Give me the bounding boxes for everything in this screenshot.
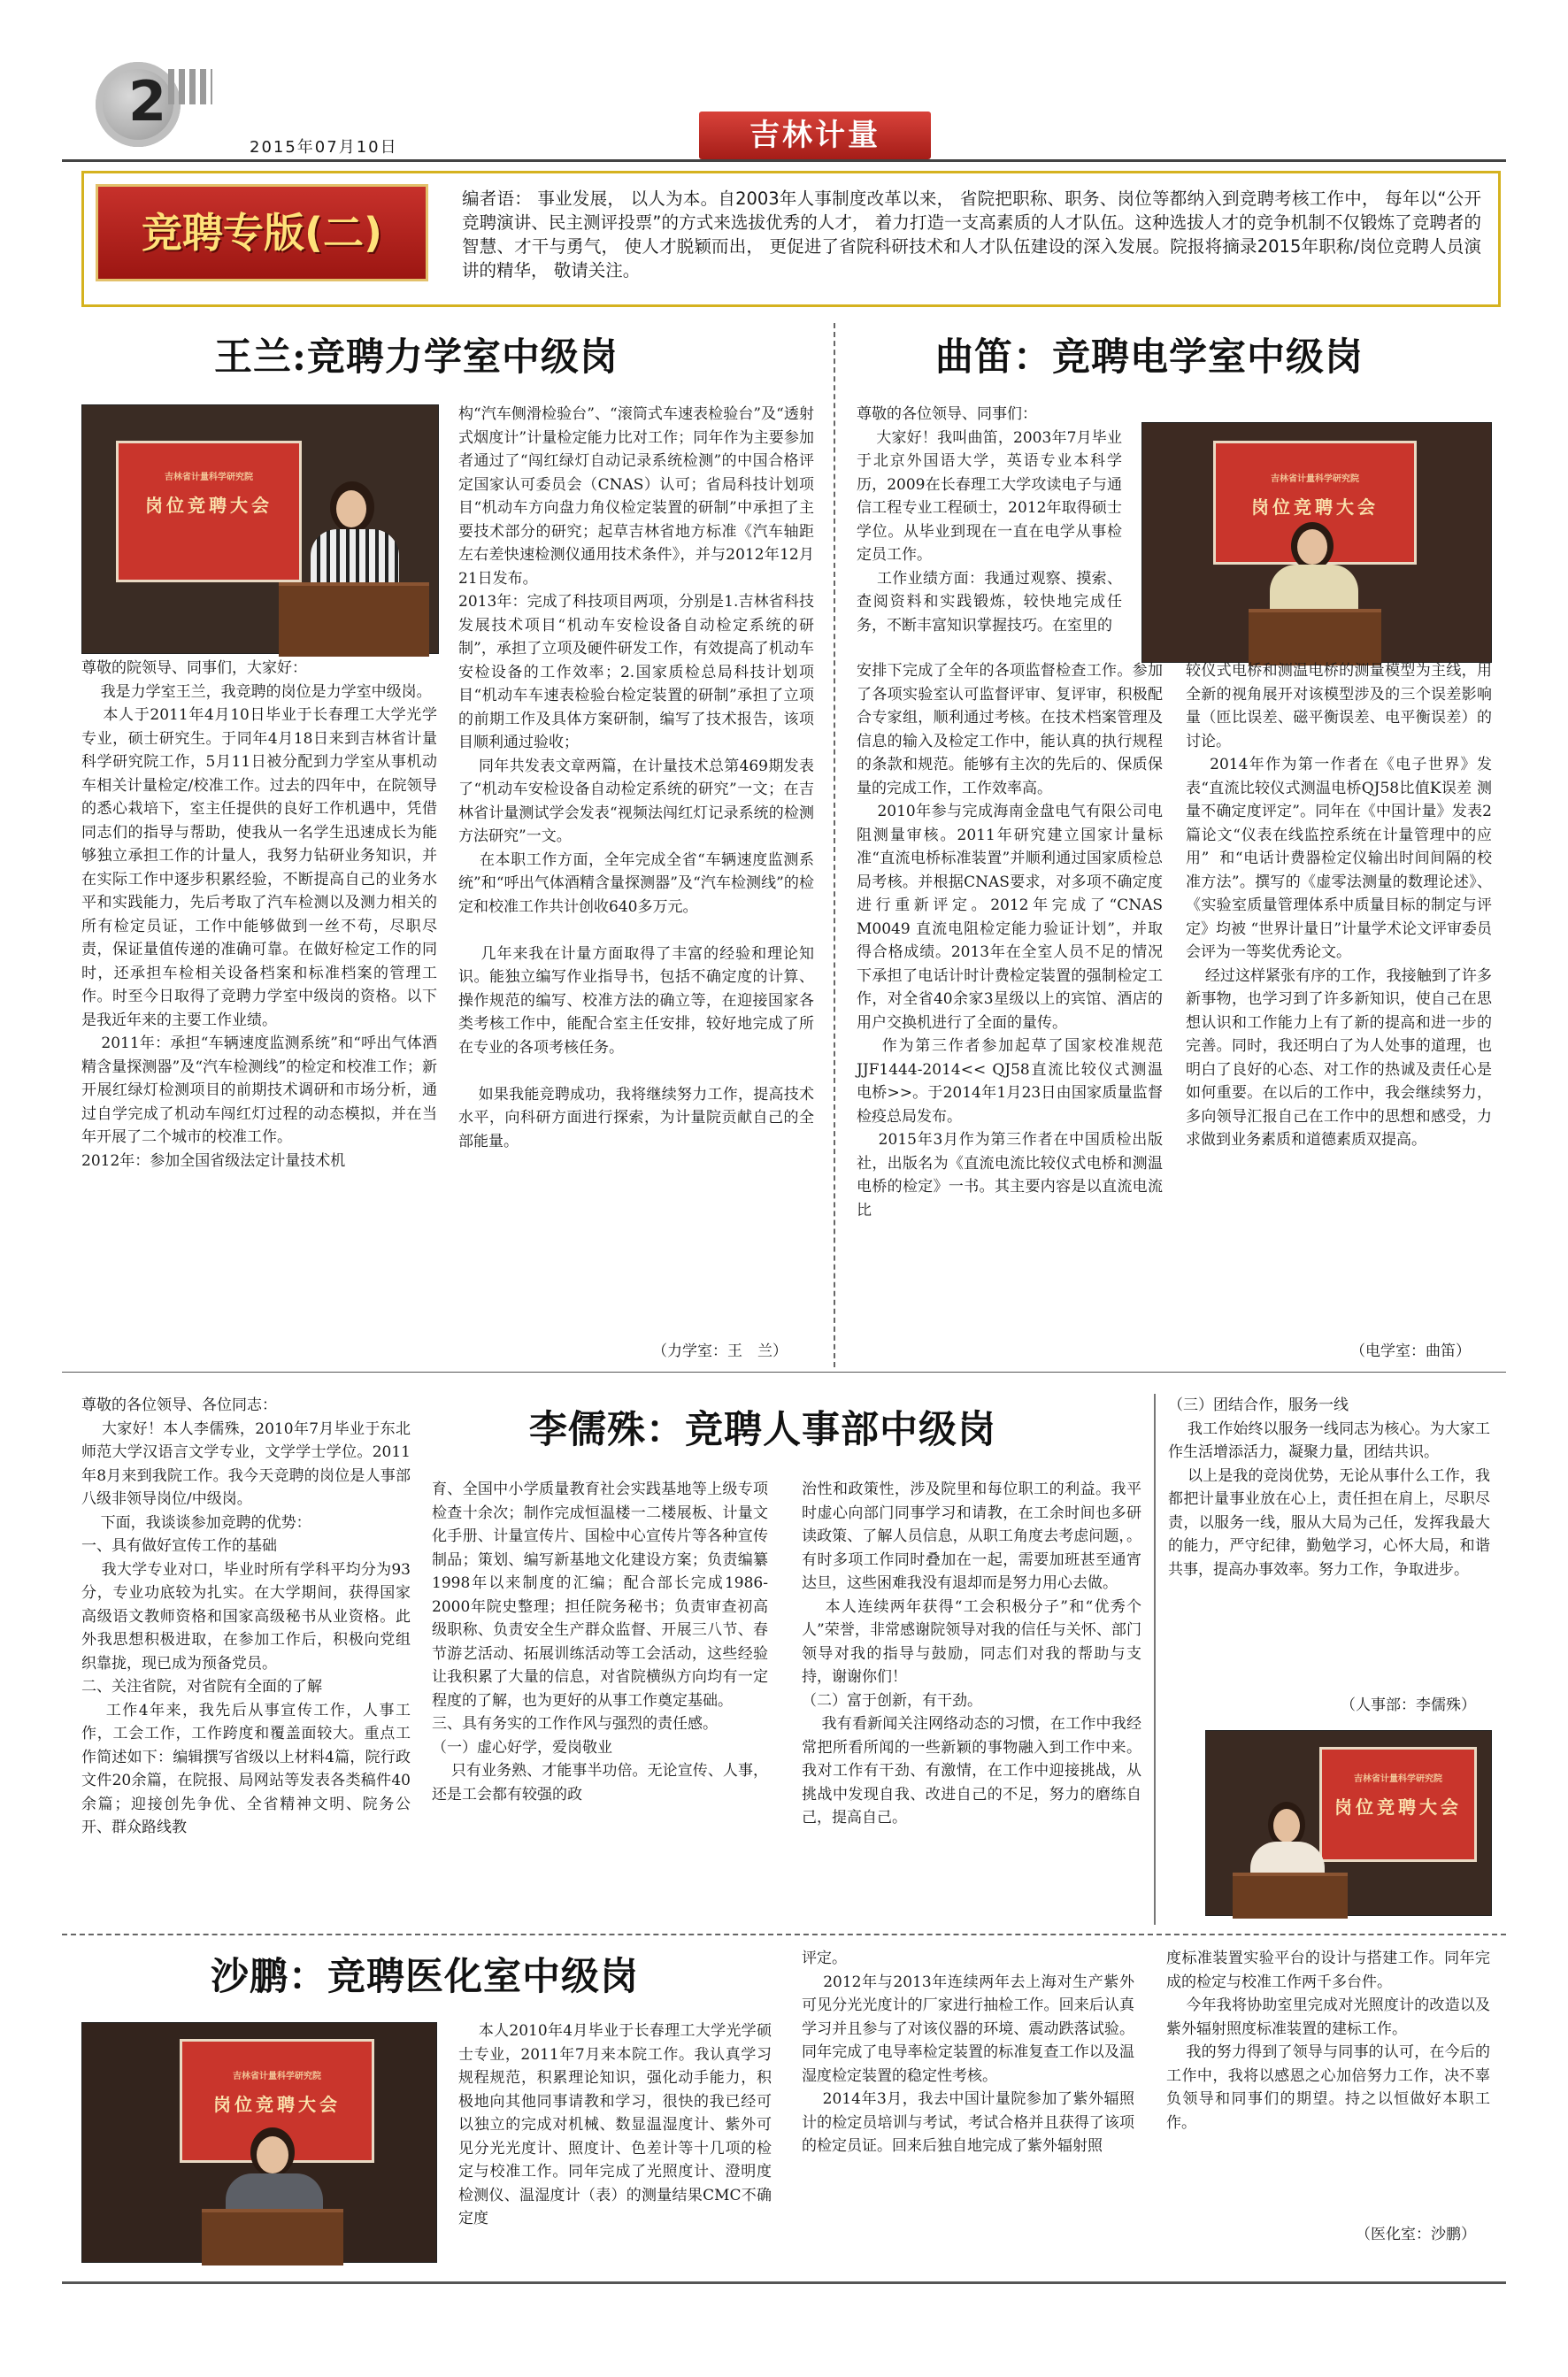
article-body-shapeng-col1: 本人2010年4月毕业于长春理工大学光学硕士专业，2011年7月来本院工作。我认真学习规程规范，积累理论知识，强化动手能力，积极地向其他同事请教和学习，很快的我已经可以独立的完成对机械、数显温湿度计、紫外可见分光光度计、照度计、色差计等十几项的检定与校准工作。同年完成了光照度计、澄明度检测仪、温湿度计（表）的测量结果CMC不确定度 bbox=[458, 2022, 772, 2227]
article-body-qudi-col1-top: 尊敬的各位领导、同事们： 大家好！我叫曲笛，2003年7月毕业于北京外国语大学，英语专业本科学历，2009在长春理工大学攻读电子与通信工程专业工程硕士，2012年取得硕士学位。从毕业到现在一直在电学从事检定员工作。 工作业绩方面：我通过观察、摸索、查阅资料和实践锻炼，较快地完成任务，不断丰富知识掌握技巧。在室里的 bbox=[857, 405, 1123, 635]
photo-shapeng bbox=[81, 2022, 437, 2263]
signature-lirushu: （人事部：李儒殊） bbox=[1341, 1696, 1476, 1714]
article-body-qudi-col1-bottom: 安排下完成了全年的各项监督检查工作。参加了各项实验室认可监督评审、复评审，积极配合专家组，顺利通过考核。在技术档案管理及信息的输入及检定工作中，能认真的执行规程的条款和规范。能够有主次的先后的、保质保量的完成工作，工作效率高。 2010年参与完成海南金盘电气有限公司电阻测量审核。2011年研究建立国家计量标准“直流电桥标准装置”并顺利通过国家质检总局考核。并根据CNAS要求，对多项不确定度进行重新评定。2012年完成了“CNAS M0049 直流电阻检定能力验证计划”，并取得合格成绩。2013年在全室人员不足的情况下承担了电话计时计费检定装置的强制检定工作，对全省40余家3星级以上的宾馆、酒店的用户交换机进行了全面的量传。 作为第三作者参加起草了国家校准规范JJF1444-2014<< QJ58直流比较仪式测温电桥>>。于2014年1月23日由国家质量监督检疫总局发布。 2015年3月作为第三作者在中国质检出版社，出版名为《直流电流比较仪式电桥和测温电桥的检定》一书。其主要内容是以直流电流比 bbox=[857, 662, 1164, 1219]
projector-screen: 吉林省计量科学研究院 岗位竞聘大会 bbox=[180, 2039, 374, 2163]
podium bbox=[279, 582, 429, 657]
article-body-lirushu-col4: （三）团结合作，服务一线 我工作始终以服务一线同志为核心。为大家工作生活增添活力，凝聚力量，团结共识。 以上是我的竞岗优势，无论从事什么工作，我都把计量事业放在心上，责任担在肩上，尽职尽责，以服务一线，服从大局为己任，发挥我最大的能力，严守纪律，勤勉学习，心怀大局，和谐共事，提高办事效率。努力工作，争取进步。 bbox=[1168, 1396, 1490, 1579]
column-divider bbox=[1154, 1394, 1156, 1925]
article-body-wanglan-col2: 构“汽车侧滑检验台”、“滚筒式车速表检验台”及“透射式烟度计”计量检定能力比对工作；同年作为主要参加者通过了“闯红绿灯自动记录系统检测”的中国合格评定国家认可委员会（CNAS）认可；省局科技计划项目“机动车方向盘力角仪检定装置的研制”中承担了主要技术部分的研究；起草吉林省地方标准《汽车轴距左右差快速检测仪通用技术条件》，并与2012年12月21日发布。 2013年：完成了科技项目两项，分别是1.吉林省科技发展技术项目“机动车安检设备自动检定系统的研制”，承担了立项及硬件研发工作，有效提高了机动车安检设备的工作效率；2.国家质检总局科技计划项目“机动车车速表检验台检定装置的研制”承担了立项的前期工作及具体方案研制，编写了技术报告，该项目顺利通过验收； 同年共发表文章两篇，在计量技术总第469期发表了“机动车安检设备自动检定系统的研究”一文；在吉林省计量测试学会发表“视频法闯红灯记录系统的检测方法研究”一文。 在本职工作方面，全年完成全省“车辆速度监测系统”和“呼出气体酒精含量探测器”及“汽车检测线”的检定和校准工作共计创收640多万元。 几年来我在计量方面取得了丰富的经验和理论知识。能独立编写作业指导书，包括不确定度的计算、操作规范的编写、校准方法的确立等，在迎接国家各类考核工作中，能配合室主任安排，较好地完成了所在专业的各项考核任务。 如果我能竞聘成功，我将继续努力工作，提高技术水平，向科研方面进行探索，为计量院贡献自己的全部能量。 bbox=[458, 405, 814, 1150]
podium bbox=[1249, 609, 1381, 665]
column-divider bbox=[834, 323, 835, 1367]
article-title-qudi: 曲笛：竞聘电学室中级岗 bbox=[935, 335, 1364, 380]
section-title: 竞聘专版(二) bbox=[141, 209, 383, 257]
photo-qudi bbox=[1141, 422, 1492, 663]
article-body-qudi-col2: 较仪式电桥和测温电桥的测量模型为主线，用全新的视角展开对该模型涉及的三个误差影响量（匝比误差、磁平衡误差、电平衡误差）的讨论。 2014年作为第一作者在《电子世界》发表“直流比较仪式测温电桥QJ58比值K误差 测量不确定度评定”。同年在《中国计量》发表2篇论文“仪表在线监控系统在计量管理中的应用” 和“电话计费器检定仪输出时间间隔的校准方法”。撰写的《虚零法测量的数理论述》、《实验室质量管理体系中质量目标的制定与评定》均被 “世界计量日”计量学术论文评审委员会评为一等奖优秀论文。 经过这样紧张有序的工作，我接触到了许多新事物，也学习到了许多新知识，使自己在思想认识和工作能力上有了新的提高和进一步的完善。同时，我还明白了为人处事的道理，也明白了良好的心态、对工作的热诚及责任心是如何重要。在以后的工作中，我会继续努力，多向领导汇报自己在工作中的思想和感受，力求做到业务素质和道德素质双提高。 bbox=[1186, 662, 1493, 1149]
section-rule bbox=[62, 1934, 1506, 1935]
header-stripes bbox=[168, 69, 212, 104]
article-body-shapeng-col3: 度标准装置实验平台的设计与搭建工作。同年完成的检定与校准工作两千多台件。 今年我将协助室里完成对光照度计的改造以及紫外辐射照度标准装置的建标工作。 我的努力得到了领导与同事的认可，在今后的工作中，我将以感恩之心加倍努力工作，决不辜负领导和同事们的期望。持之以恒做好本职工作。 bbox=[1166, 1950, 1491, 2132]
article-body-lirushu-col3: 治性和政策性，涉及院里和每位职工的利益。我平时虚心向部门同事学习和请教，在工余时间也多研读政策、了解人员信息，从职工角度去考虑问题，。有时多项工作同时叠加在一起，需要加班甚至通宵达旦，这些困难我没有退却而是努力用心去做。 本人连续两年获得“工会积极分子”和“优秀个人”荣誉，非常感谢院领导对我的信任与关怀、部门领导对我的指导与鼓励，同志们对我的帮助与支持，谢谢你们！ （二）富于创新，有干劲。 我有看新闻关注网络动态的习惯，在工作中我经常把所看所闻的一些新颖的事物融入到工作中来。我对工作有干劲、有激情，在工作中迎接挑战，从挑战中发现自我、改进自己的不足，努力的磨练自己，提高自己。 bbox=[802, 1481, 1141, 1827]
article-body-wanglan-col1: 尊敬的院领导、同事们，大家好： 我是力学室王兰，我竞聘的岗位是力学室中级岗。 本人于2011年4月10日毕业于长春理工大学光学专业，硕士研究生。于同年4月18日来到吉林省计量科学研究院工作，5月11日被分配到力学室从事机动车相关计量检定/校准工作。过去的四年中，在院领导的悉心栽培下，室主任提供的良好工作机遇中，凭借同志们的指导与帮助，使我从一名学生迅速成长为能够独立承担工作的计量人，我努力钻研业务知识，并在实际工作中逐步积累经验，不断提高自己的业务水平和实践能力，先后考取了汽车检测以及测力相关的所有检定员证，工作中能够做到一丝不苟，尽职尽责，保证量值传递的准确可靠。在做好检定工作的同时，还承担车检相关设备档案和标准档案的管理工作。时至今日取得了竞聘力学室中级岗的资格。以下是我近年来的主要工作业绩。 2011年：承担“车辆速度监测系统”和“呼出气体酒精含量探测器”及“汽车检测线”的检定和校准工作；新开展红绿灯检测项目的前期技术调研和市场分析，通过自学完成了机动车闯红灯过程的动态模拟，并在当年开展了二个城市的校准工作。 2012年：参加全国省级法定计量技术机 bbox=[81, 659, 437, 1170]
podium bbox=[1233, 1873, 1348, 1919]
projector-screen: 吉林省计量科学研究院 岗位竞聘大会 bbox=[1319, 1747, 1477, 1862]
editor-note: 编者语： 事业发展， 以人为本。自2003年人事制度改革以来， 省院把职称、职务、岗位等都纳入到竞聘考核工作中， 每年以“公开竞聘演讲、民主测评投票”的方式来选拔优秀的人才， 着力打造一支高素质的人才队伍。这种选拔人才的竞争机制不仅锻炼了竞聘者的智慧、才干与勇气， 使人才脱颖而出， 更促进了省院科研技术和人才队伍建设的深入发展。院报将摘录2015年职称/岗位竞聘人员演讲的精华， 敬请关注。 bbox=[462, 188, 1481, 281]
section-badge bbox=[96, 184, 428, 281]
podium bbox=[202, 2209, 343, 2265]
header-rule bbox=[62, 159, 1506, 162]
signature-qudi: （电学室：曲笛） bbox=[1350, 1342, 1471, 1360]
signature-wanglan: （力学室：王 兰） bbox=[652, 1342, 788, 1360]
section-rule bbox=[62, 1372, 1506, 1373]
article-body-lirushu-col1: 尊敬的各位领导、各位同志： 大家好！本人李儒殊，2010年7月毕业于东北师范大学汉语言文学专业，文学学士学位。2011年8月来到我院工作。我今天竞聘的岗位是人事部八级非领导岗位/中级岗。 下面，我谈谈参加竞聘的优势： 一、具有做好宣传工作的基础 我大学专业对口，毕业时所有学科平均分为93分，专业功底较为扎实。在大学期间，获得国家高级语文教师资格和国家高级秘书从业资格。此外我思想积极进取，在参加工作后，积极向党组织靠拢，现已成为预备党员。 二、关注省院，对省院有全面的了解 工作4年来，我先后从事宣传工作，人事工作，工会工作，工作跨度和覆盖面较大。重点工作简述如下：编辑撰写省级以上材料4篇，院行政文件20余篇，在院报、局网站等发表各类稿件40余篇；迎接创先争优、全省精神文明、院务公开、群众路线教 bbox=[81, 1396, 411, 1836]
article-body-lirushu-col2: 育、全国中小学质量教育社会实践基地等上级专项检查十余次；制作完成恒温楼一二楼展板、计量文化手册、计量宣传片、国检中心宣传片等各种宣传制品；策划、编写新基地文化建设方案；负责编纂1998年以来制度的汇编；配合部长完成1986-2000年院史整理；担任院务秘书；负责审查初高级职称、负责安全生产群众监督、开展三八节、春节游艺活动、拓展训练活动等工会活动，这些经验让我积累了大量的信息，对省院横纵方向均有一定程度的了解，也为更好的从事工作奠定基础。 三、具有务实的工作作风与强烈的责任感。 （一）虚心好学，爱岗敬业 只有业务熟、才能事半功倍。无论宣传、人事，还是工会都有较强的政 bbox=[432, 1481, 769, 1804]
photo-wanglan bbox=[81, 404, 439, 654]
masthead-title: 吉林计量 bbox=[749, 118, 880, 153]
footer-rule bbox=[62, 2281, 1506, 2284]
photo-lirushu bbox=[1205, 1730, 1492, 1916]
article-body-shapeng-col2: 评定。 2012年与2013年连续两年去上海对生产紫外可见分光光度计的厂家进行抽检工作。回来后认真学习并且参与了对该仪器的环境、震动跌落试验。同年完成了电导率检定装置的标准复查工作以及温湿度检定装置的稳定性考核。 2014年3月，我去中国计量院参加了紫外辐照计的检定员培训与考试，考试合格并且获得了该项的检定员证。回来后独自地完成了紫外辐射照 bbox=[802, 1950, 1134, 2155]
article-title-lirushu: 李儒殊：竞聘人事部中级岗 bbox=[529, 1408, 996, 1452]
masthead bbox=[699, 112, 931, 159]
projector-screen: 吉林省计量科学研究院 岗位竞聘大会 bbox=[1213, 441, 1417, 565]
article-title-wanglan: 王兰:竞聘力学室中级岗 bbox=[214, 335, 619, 380]
projector-screen: 吉林省计量科学研究院 岗位竞聘大会 bbox=[116, 441, 302, 582]
issue-date: 2015年07月10日 bbox=[250, 138, 398, 157]
page-number: 2 bbox=[128, 69, 167, 134]
signature-shapeng: （医化室：沙鹏） bbox=[1356, 2226, 1476, 2243]
article-title-shapeng: 沙鹏：竞聘医化室中级岗 bbox=[211, 1955, 639, 1999]
